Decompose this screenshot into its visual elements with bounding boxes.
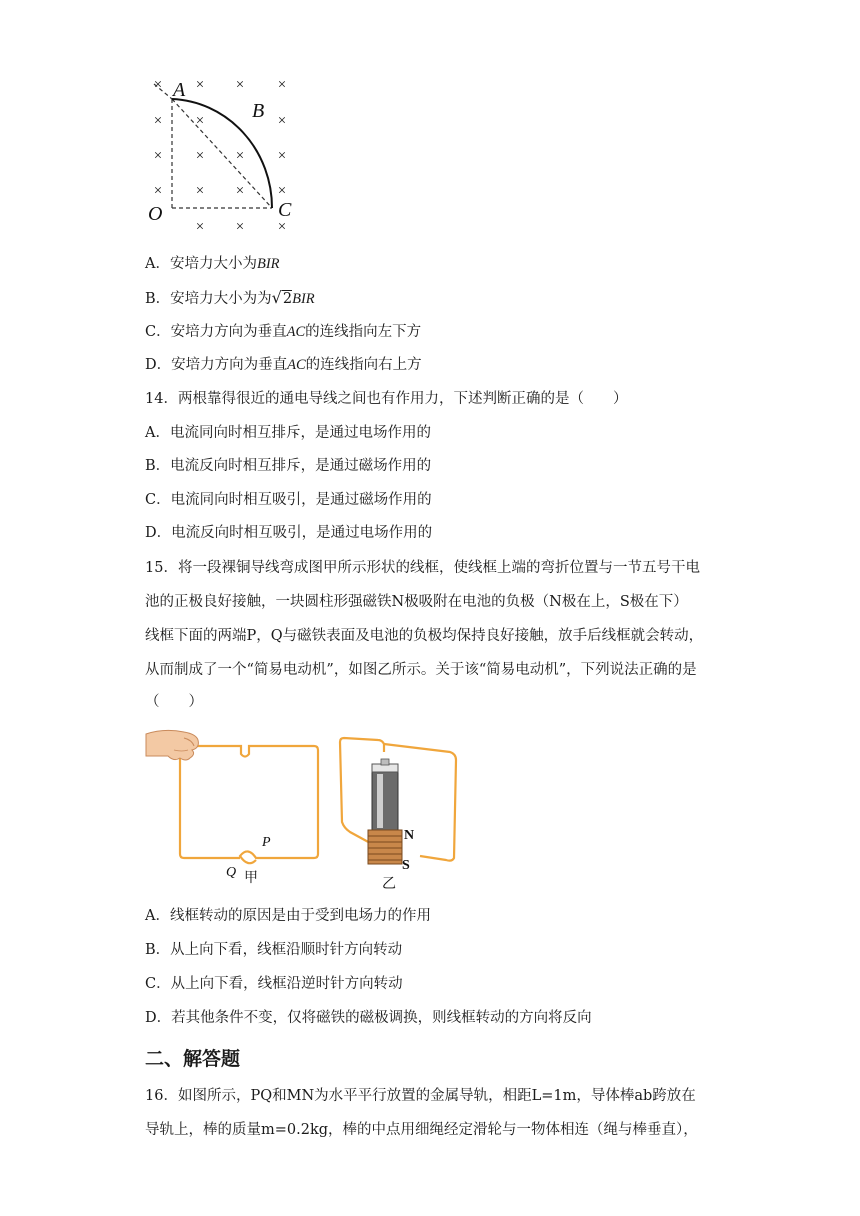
label-s: S bbox=[402, 858, 410, 873]
wire-frame-jia bbox=[180, 746, 318, 863]
field-mark: × bbox=[235, 183, 245, 199]
label-p: P bbox=[262, 835, 271, 850]
magnet-icon bbox=[368, 830, 402, 864]
field-mark: × bbox=[153, 183, 163, 199]
q14-option-a: A．电流同向时相互排斥，是通过电场作用的 bbox=[145, 425, 431, 441]
q14-option-b: B．电流反向时相互排斥，是通过磁场作用的 bbox=[145, 458, 432, 474]
q15-option-d: D．若其他条件不变，仅将磁铁的磁极调换，则线框转动的方向将反向 bbox=[145, 1010, 592, 1026]
q13-option-b: B．安培力大小为为√2BIR bbox=[145, 288, 315, 307]
field-mark: × bbox=[195, 219, 205, 235]
label-a: A bbox=[173, 79, 186, 101]
q16-line: 16．如图所示，PQ和MN为水平平行放置的金属导轨，相距L=1m，导体棒ab跨放在 bbox=[145, 1088, 696, 1104]
field-mark: × bbox=[195, 148, 205, 164]
field-mark: × bbox=[153, 148, 163, 164]
q15-stem-line: 线框下面的两端P，Q与磁铁表面及电池的负极均保持良好接触，放手后线框就会转动， bbox=[145, 628, 704, 644]
magnetic-field-arc-figure bbox=[140, 72, 310, 237]
label-b: B bbox=[252, 100, 265, 122]
field-mark: × bbox=[277, 113, 287, 129]
label-n: N bbox=[404, 828, 415, 843]
field-mark: × bbox=[195, 77, 205, 93]
q15-option-c: C．从上向下看，线框沿逆时针方向转动 bbox=[145, 976, 403, 992]
label-yi: 乙 bbox=[382, 877, 396, 892]
field-mark: × bbox=[195, 113, 205, 129]
q15-stem-line: 15．将一段裸铜导线弯成图甲所示形状的线框，使线框上端的弯折位置与一节五号干电 bbox=[145, 560, 700, 576]
label-o: O bbox=[148, 203, 163, 225]
sqrt-symbol: √2 bbox=[271, 288, 293, 307]
q16-line: 导轨上，棒的质量m=0.2kg，棒的中点用细绳经定滑轮与一物体相连（绳与棒垂直）， bbox=[145, 1122, 698, 1138]
q13-option-a: A．安培力大小为BIR bbox=[145, 256, 280, 272]
field-mark: × bbox=[277, 148, 287, 164]
field-mark: × bbox=[235, 148, 245, 164]
field-mark: × bbox=[277, 77, 287, 93]
battery-icon bbox=[372, 759, 398, 830]
hand-icon bbox=[146, 730, 198, 760]
q14-stem: 14．两根靠得很近的通电导线之间也有作用力，下述判断正确的是（ ） bbox=[145, 391, 628, 407]
field-mark: × bbox=[277, 219, 287, 235]
q15-option-b: B．从上向下看，线框沿顺时针方向转动 bbox=[145, 942, 403, 958]
field-mark: × bbox=[277, 183, 287, 199]
q14-option-d: D．电流反向时相互吸引，是通过电场作用的 bbox=[145, 525, 433, 541]
section-heading: 二、解答题 bbox=[145, 1048, 241, 1070]
field-mark: × bbox=[153, 113, 163, 129]
q15-option-a: A．线框转动的原因是由于受到电场力的作用 bbox=[145, 908, 431, 924]
q13-option-c: C．安培力方向为垂直AC的连线指向左下方 bbox=[145, 324, 422, 340]
q14-option-c: C．电流同向时相互吸引，是通过磁场作用的 bbox=[145, 492, 432, 508]
q13-option-d: D．安培力方向为垂直AC的连线指向右上方 bbox=[145, 357, 422, 373]
field-mark: × bbox=[235, 219, 245, 235]
q15-stem-line: 池的正极良好接触，一块圆柱形强磁铁N极吸附在电池的负极（N极在上，S极在下） bbox=[145, 594, 688, 610]
field-mark: × bbox=[153, 77, 163, 93]
simple-motor-figure bbox=[144, 726, 464, 892]
label-jia: 甲 bbox=[244, 871, 258, 886]
field-mark: × bbox=[235, 77, 245, 93]
label-c: C bbox=[278, 199, 292, 221]
field-mark: × bbox=[195, 183, 205, 199]
q15-stem-line: 从而制成了一个“简易电动机”，如图乙所示。关于该“简易电动机”，下列说法正确的是 bbox=[145, 662, 697, 678]
label-q: Q bbox=[226, 865, 237, 880]
q15-stem-line: （ ） bbox=[145, 694, 203, 710]
